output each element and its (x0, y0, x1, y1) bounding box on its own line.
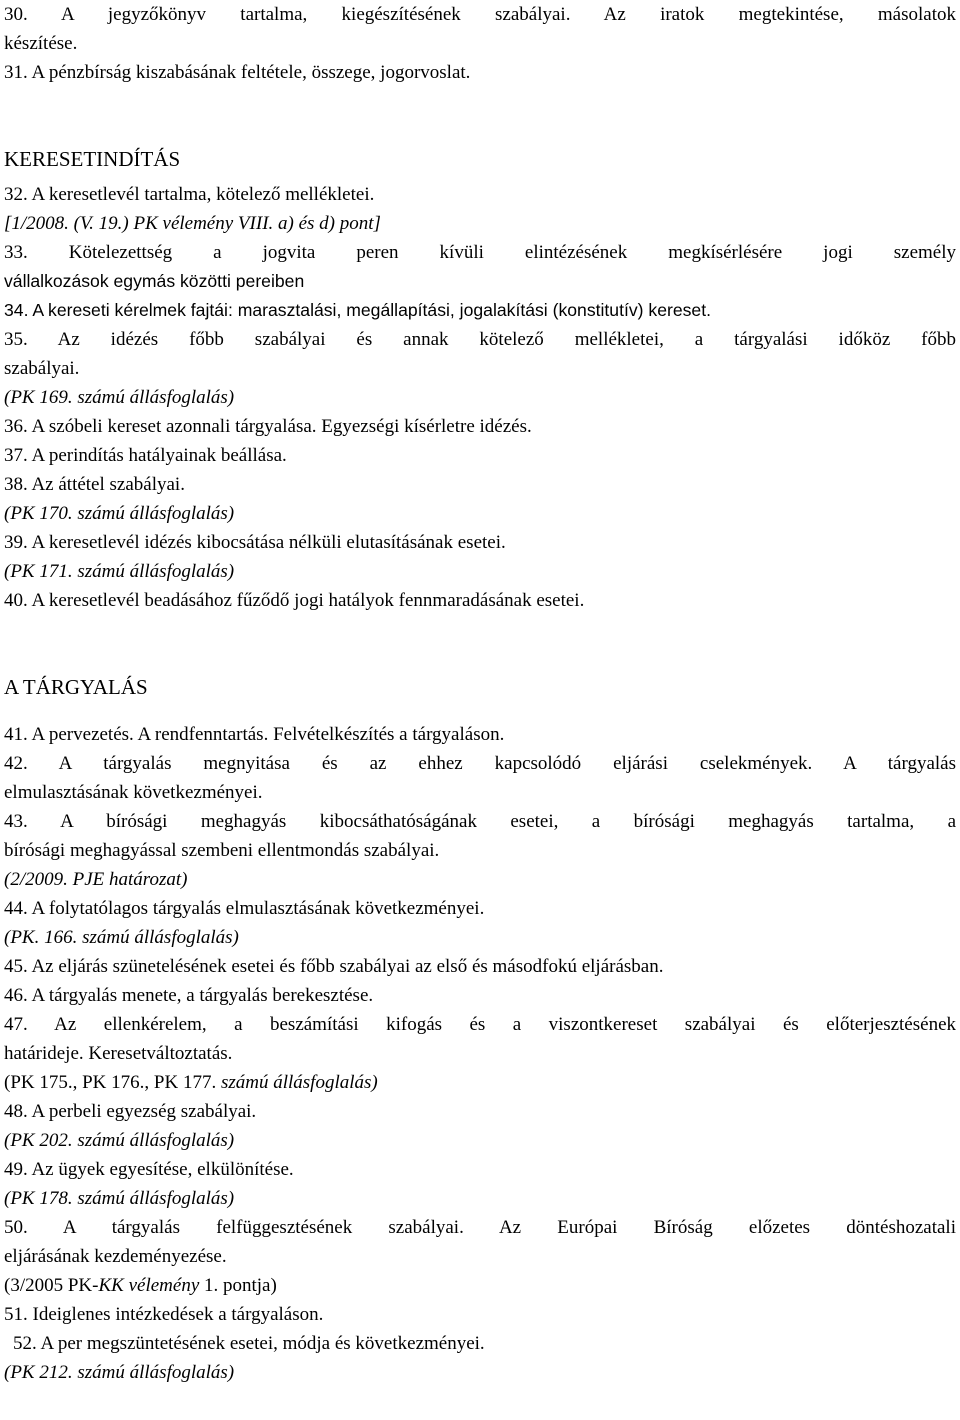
item-47-line2: határideje. Keresetváltoztatás. (4, 1043, 233, 1064)
item-37: 37. A perindítás hatályainak beállása. (4, 445, 287, 466)
reference-43: (2/2009. PJE határozat) (4, 869, 188, 890)
item-36: 36. A szóbeli kereset azonnali tárgyalása. Egyezségi kísérletre idézés. (4, 416, 532, 437)
item-31: 31. A pénzbírság kiszabásának feltétele, összege, jogorvoslat. (4, 62, 471, 83)
item-42-line1: 42. A tárgyalás megnyitása és az ehhez kapcsolódó eljárási cselekmények. A tárgyalás (4, 753, 956, 774)
reference-39: (PK 171. számú állásfoglalás) (4, 561, 235, 582)
reference-50-part1: (3/2005 PK- (4, 1275, 99, 1296)
reference-35: (PK 169. számú állásfoglalás) (4, 387, 235, 408)
item-47-line1: 47. Az ellenkérelem, a beszámítási kifogás és a viszontkereset szabályai és előterjesztésének (4, 1014, 956, 1035)
reference-50 (4, 1271, 956, 1300)
reference-52: (PK 212. számú állásfoglalás) (4, 1362, 235, 1383)
item-30-line2: készítése. (4, 33, 78, 54)
item-49: 49. Az ügyek egyesítése, elkülönítése. (4, 1159, 294, 1180)
reference-32: [1/2008. (V. 19.) PK vélemény VIII. a) és d) pont] (4, 213, 381, 234)
item-42-line2: elmulasztásának következményei. (4, 782, 263, 803)
item-52: 52. A per megszüntetésének esetei, módja és következményei. (13, 1333, 485, 1354)
item-32: 32. A keresetlevél tartalma, kötelező mellékletei. (4, 184, 375, 205)
reference-50-part2: KK vélemény (98, 1275, 200, 1296)
reference-38: (PK 170. számú állásfoglalás) (4, 503, 235, 524)
item-44: 44. A folytatólagos tárgyalás elmulasztásának következményei. (4, 898, 485, 919)
item-50-line1: 50. A tárgyalás felfüggesztésének szabályai. Az Európai Bíróság előzetes döntéshozatali (4, 1217, 956, 1238)
item-30-line1: 30. A jegyzőkönyv tartalma, kiegészítésének szabályai. Az iratok megtekintése, másolatok (4, 4, 956, 25)
reference-49: (PK 178. számú állásfoglalás) (4, 1188, 235, 1209)
item-40: 40. A keresetlevél beadásához fűződő jogi hatályok fennmaradásának esetei. (4, 590, 585, 611)
reference-44: (PK. 166. számú állásfoglalás) (4, 927, 239, 948)
item-45: 45. Az eljárás szünetelésének esetei és főbb szabályai az első és másodfokú eljárásban. (4, 956, 664, 977)
item-35-line2: szabályai. (4, 358, 80, 379)
item-33-line2: vállalkozások egymás közötti pereiben (4, 271, 305, 291)
item-38: 38. Az áttétel szabályai. (4, 474, 185, 495)
spacer (4, 615, 956, 673)
item-51: 51. Ideiglenes intézkedések a tárgyaláson. (4, 1304, 324, 1325)
item-33-line1: 33. Kötelezettség a jogvita peren kívüli elintézésének megkísérlésére jogi személy (4, 242, 956, 263)
spacer (4, 87, 956, 145)
item-48: 48. A perbeli egyezség szabályai. (4, 1101, 257, 1122)
item-46: 46. A tárgyalás menete, a tárgyalás berekesztése. (4, 985, 374, 1006)
item-41: 41. A pervezetés. A rendfenntartás. Felvételkészítés a tárgyaláson. (4, 724, 505, 745)
item-43-line1: 43. A bírósági meghagyás kibocsáthatóságának esetei, a bírósági meghagyás tartalma, a (4, 811, 956, 832)
reference-48: (PK 202. számú állásfoglalás) (4, 1130, 235, 1151)
section-title-targyalas: A TÁRGYALÁS (4, 675, 148, 699)
section-title-keresetinditas: KERESETINDÍTÁS (4, 147, 181, 171)
item-39: 39. A keresetlevél idézés kibocsátása nélküli elutasításának esetei. (4, 532, 506, 553)
reference-47-plain: (PK 175., PK 176., PK 177. (4, 1072, 221, 1093)
reference-47-italic: számú állásfoglalás) (220, 1072, 378, 1093)
item-50-line2: eljárásának kezdeményezése. (4, 1246, 227, 1267)
item-34: 34. A kereseti kérelmek fajtái: marasztalási, megállapítási, jogalakítási (konstitutív) kereset. (4, 300, 711, 320)
item-35-line1: 35. Az idézés főbb szabályai és annak kötelező mellékletei, a tárgyalási időköz főbb (4, 329, 956, 350)
item-43-line2: bírósági meghagyással szembeni ellentmondás szabályai. (4, 840, 440, 861)
reference-50-part3: 1. pontja) (199, 1275, 277, 1296)
reference-47 (4, 1068, 956, 1097)
